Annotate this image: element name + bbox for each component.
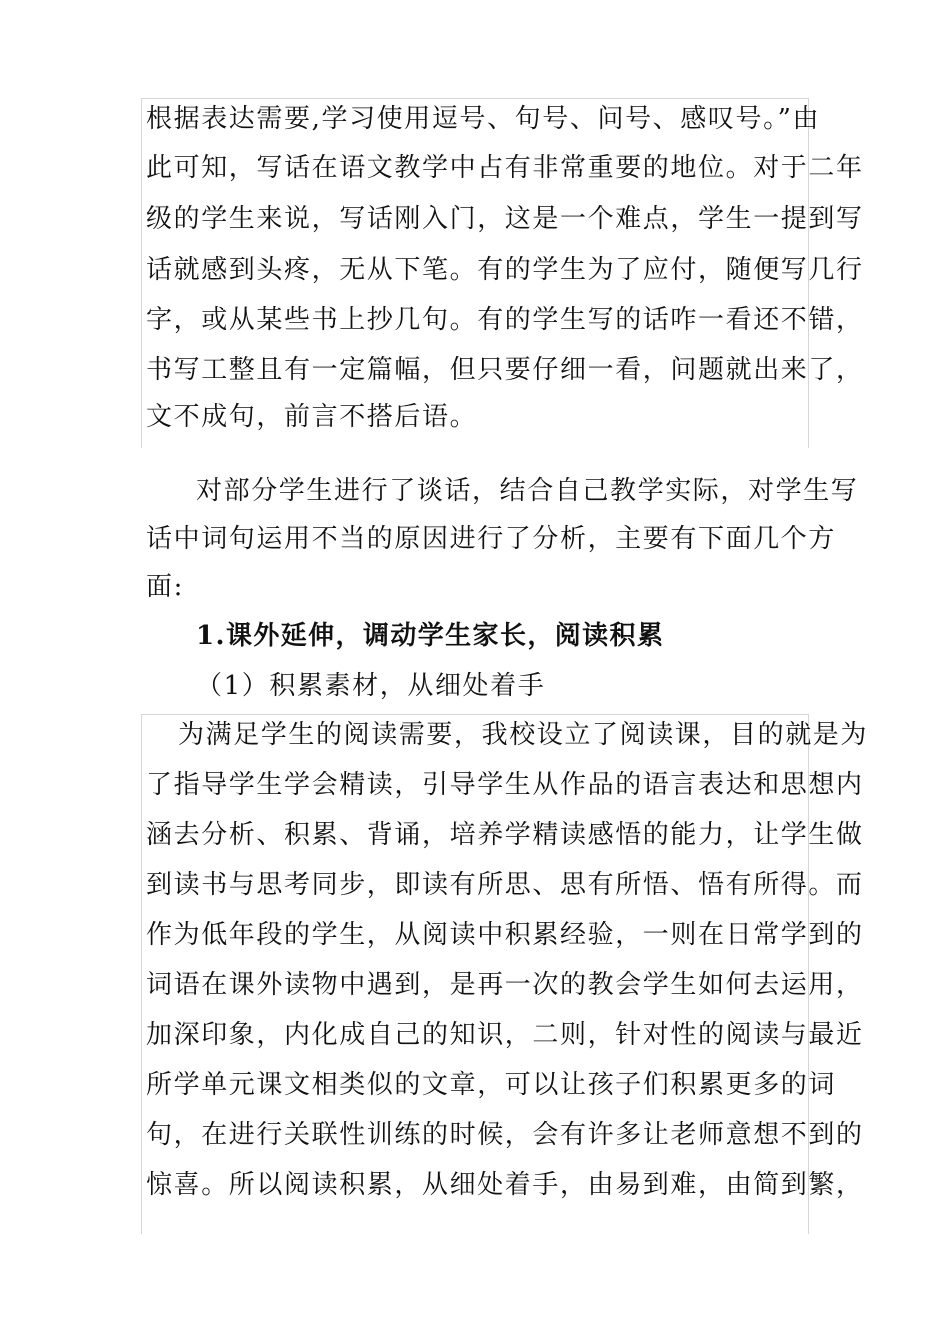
text-line: 面: — [146, 572, 184, 602]
text-line: 书写工整且有一定篇幅，但只要仔细一看，问题就出来了， — [146, 355, 864, 385]
text-line: 此可知，写话在语文教学中占有非常重要的地位。对于二年 — [146, 153, 864, 183]
text-line: 加深印象，内化成自己的知识，二则，针对性的阅读与最近 — [146, 1020, 864, 1050]
text-line: 涵去分析、积累、背诵，培养学精读感悟的能力，让学生做 — [146, 820, 864, 850]
text-line: 到读书与思考同步，即读有所思、思有所悟、悟有所得。而 — [146, 870, 864, 900]
text-line: 惊喜。所以阅读积累，从细处着手，由易到难，由简到繁， — [146, 1170, 864, 1200]
text-line: 句，在进行关联性训练的时候，会有许多让老师意想不到的 — [146, 1120, 864, 1150]
text-line: 为满足学生的阅读需要，我校设立了阅读课，目的就是为 — [178, 720, 869, 750]
text-line: 所学单元课文相类似的文章，可以让孩子们积累更多的词 — [146, 1070, 837, 1100]
subsection-heading: （1）积累素材，从细处着手 — [196, 671, 546, 701]
text-line: 文不成句，前言不搭后语。 — [146, 402, 478, 432]
section-heading: 1.课外延伸，调动学生家长，阅读积累 — [196, 621, 665, 651]
text-line: 了指导学生学会精读，引导学生从作品的语言表达和思想内 — [146, 770, 864, 800]
text-line: 级的学生来说，写话刚入门，这是一个难点，学生一提到写 — [146, 204, 864, 234]
text-line: 作为低年段的学生，从阅读中积累经验，一则在日常学到的 — [146, 920, 864, 950]
text-line: 话就感到头疼，无从下笔。有的学生为了应付，随便写几行 — [146, 255, 864, 285]
text-line: 字，或从某些书上抄几句。有的学生写的话咋一看还不错， — [146, 305, 864, 335]
text-line: 根据表达需要,学习使用逗号、句号、问号、感叹号。”由 — [146, 104, 821, 134]
text-line: 话中词句运用不当的原因进行了分析，主要有下面几个方 — [146, 524, 837, 554]
text-line: 词语在课外读物中遇到，是再一次的教会学生如何去运用， — [146, 970, 864, 1000]
text-line: 对部分学生进行了谈话，结合自己教学实际，对学生写 — [196, 476, 859, 506]
